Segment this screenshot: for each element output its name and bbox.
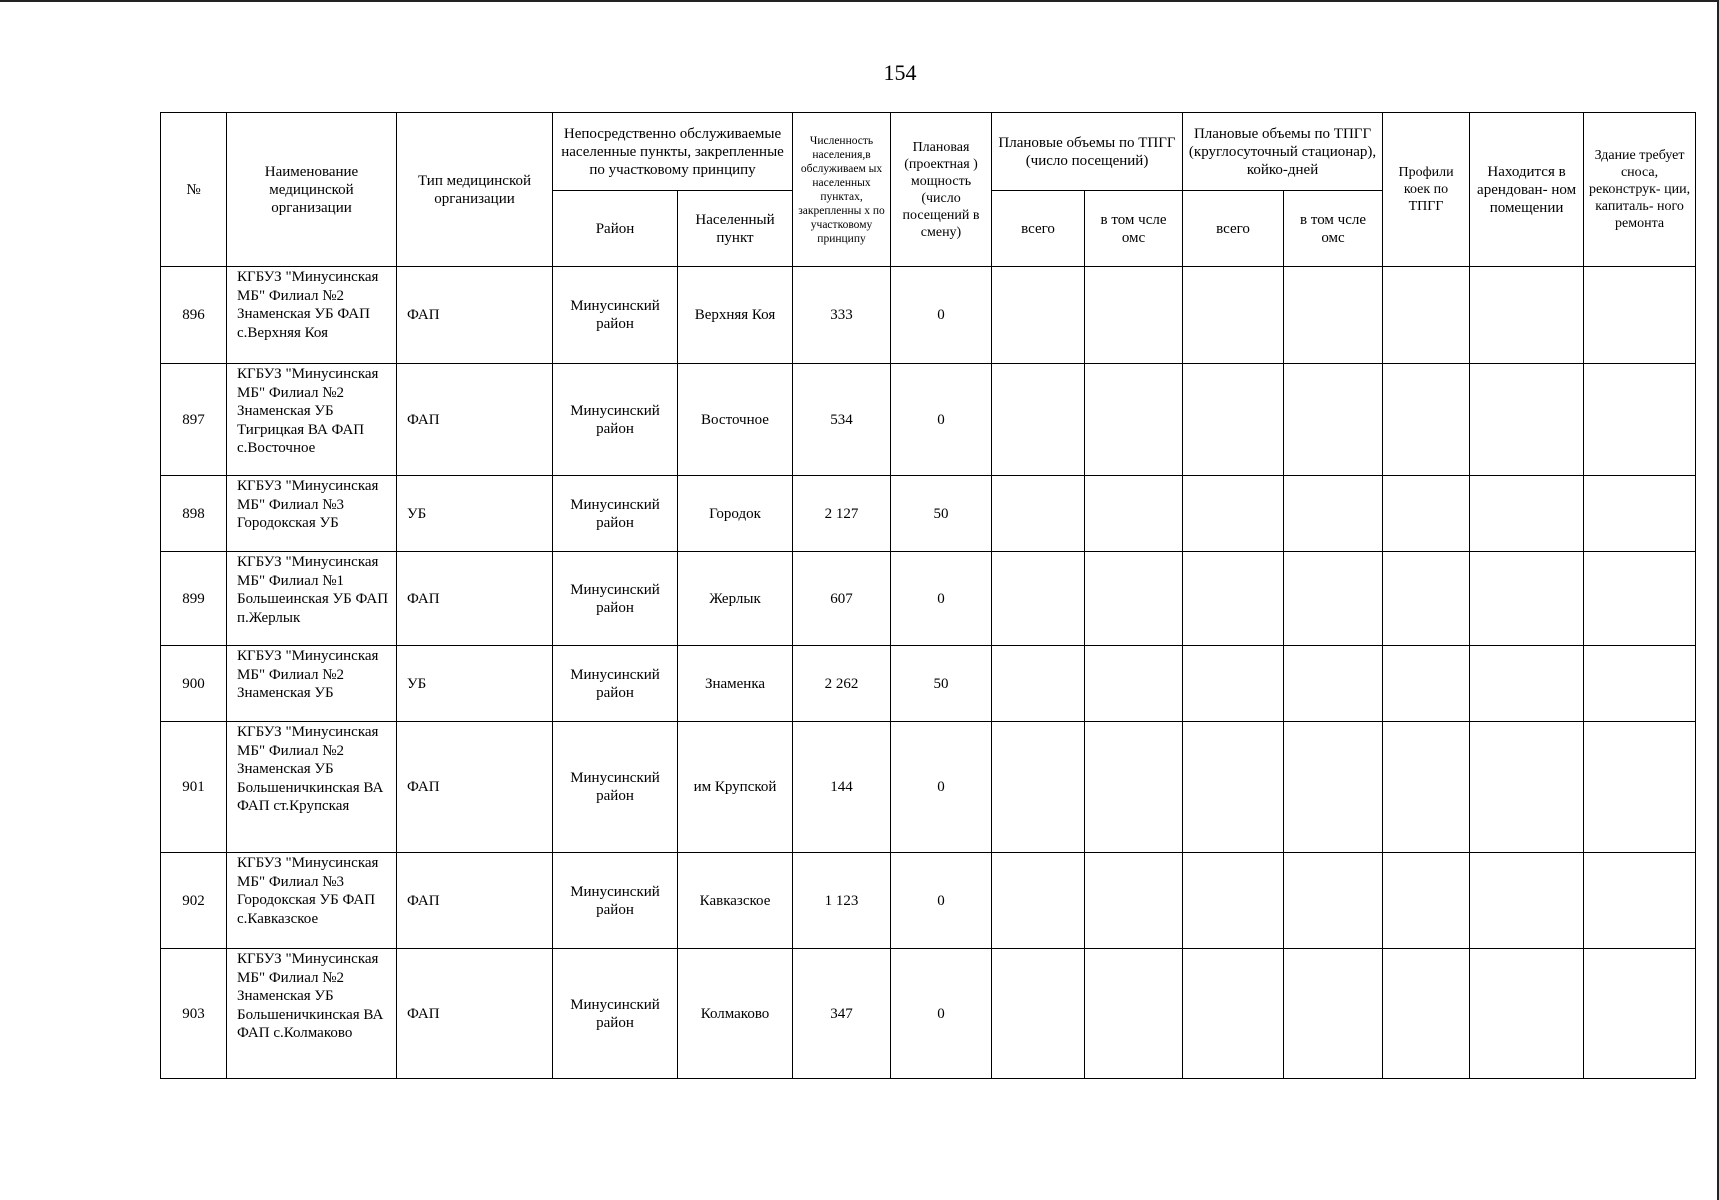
row-repair <box>1584 949 1696 1079</box>
row-locality: Кавказское <box>678 853 793 949</box>
row-capacity: 0 <box>891 552 992 646</box>
row-repair <box>1584 722 1696 853</box>
row-num: 897 <box>161 364 227 476</box>
scan-edge-top <box>0 0 1719 2</box>
row-visits-total <box>992 949 1085 1079</box>
table-row <box>161 853 1696 949</box>
row-org-type: УБ <box>397 476 553 552</box>
row-visits-oms <box>1085 364 1183 476</box>
row-hospital-oms <box>1284 646 1383 722</box>
row-repair <box>1584 552 1696 646</box>
row-locality: Знаменка <box>678 646 793 722</box>
row-capacity: 50 <box>891 476 992 552</box>
row-org-type: ФАП <box>397 949 553 1079</box>
row-repair <box>1584 267 1696 364</box>
page-number: 154 <box>883 60 917 85</box>
row-visits-total <box>992 853 1085 949</box>
header-district: Район <box>553 191 678 267</box>
row-district: Минусинский район <box>553 267 678 364</box>
row-hospital-total <box>1183 364 1284 476</box>
row-bed-profiles <box>1383 267 1470 364</box>
row-org-name: КГБУЗ "Минусинская МБ" Филиал №3 Городокская УБ ФАП с.Кавказское <box>227 853 397 949</box>
row-visits-total <box>992 646 1085 722</box>
row-hospital-oms <box>1284 364 1383 476</box>
row-hospital-total <box>1183 267 1284 364</box>
row-visits-total <box>992 476 1085 552</box>
row-bed-profiles <box>1383 853 1470 949</box>
row-visits-total <box>992 722 1085 853</box>
row-visits-oms <box>1085 949 1183 1079</box>
row-num: 902 <box>161 853 227 949</box>
header-hospital-oms: в том чсле омс <box>1284 191 1383 267</box>
header-repair: Здание требует сноса, реконструк- ции, капиталь- ного ремонта <box>1584 113 1696 267</box>
row-visits-oms <box>1085 267 1183 364</box>
row-visits-oms <box>1085 722 1183 853</box>
row-district: Минусинский район <box>553 476 678 552</box>
row-district: Минусинский район <box>553 949 678 1079</box>
table-row <box>161 267 1696 364</box>
row-hospital-oms <box>1284 722 1383 853</box>
header-capacity: Плановая (проектная ) мощность (число посещений в смену) <box>891 113 992 267</box>
header-tpgg-hospital: Плановые объемы по ТПГГ (круглосуточный стационар), койко-дней <box>1183 113 1383 191</box>
row-hospital-total <box>1183 476 1284 552</box>
row-locality: Верхняя Коя <box>678 267 793 364</box>
row-rented <box>1470 476 1584 552</box>
row-num: 901 <box>161 722 227 853</box>
row-visits-total <box>992 364 1085 476</box>
row-hospital-oms <box>1284 949 1383 1079</box>
row-org-type: ФАП <box>397 722 553 853</box>
row-num: 896 <box>161 267 227 364</box>
row-org-name: КГБУЗ "Минусинская МБ" Филиал №2 Знаменская УБ Большеничкинская ВА ФАП с.Колмаково <box>227 949 397 1079</box>
row-org-type: ФАП <box>397 364 553 476</box>
row-org-name: КГБУЗ "Минусинская МБ" Филиал №2 Знаменская УБ Большеничкинская ВА ФАП ст.Крупская <box>227 722 397 853</box>
row-population: 347 <box>793 949 891 1079</box>
row-org-name: КГБУЗ "Минусинская МБ" Филиал №1 Большеинская УБ ФАП п.Жерлык <box>227 552 397 646</box>
row-repair <box>1584 646 1696 722</box>
row-hospital-total <box>1183 646 1284 722</box>
row-bed-profiles <box>1383 722 1470 853</box>
row-bed-profiles <box>1383 646 1470 722</box>
row-district: Минусинский район <box>553 646 678 722</box>
row-hospital-oms <box>1284 853 1383 949</box>
row-district: Минусинский район <box>553 722 678 853</box>
table-row <box>161 949 1696 1079</box>
row-hospital-total <box>1183 853 1284 949</box>
row-locality: Городок <box>678 476 793 552</box>
row-capacity: 0 <box>891 267 992 364</box>
row-bed-profiles <box>1383 364 1470 476</box>
row-district: Минусинский район <box>553 364 678 476</box>
header-population: Численность населения,в обслуживаем ых населенных пунктах, закрепленны х по участковому принципу <box>793 113 891 267</box>
row-capacity: 0 <box>891 853 992 949</box>
header-visits-total: всего <box>992 191 1085 267</box>
row-population: 607 <box>793 552 891 646</box>
row-org-type: ФАП <box>397 267 553 364</box>
table-row <box>161 364 1696 476</box>
table-row <box>161 552 1696 646</box>
facilities-table <box>160 112 1696 1079</box>
row-visits-total <box>992 552 1085 646</box>
header-visits-oms: в том чсле омс <box>1085 191 1183 267</box>
table-row <box>161 646 1696 722</box>
row-hospital-oms <box>1284 476 1383 552</box>
row-visits-oms <box>1085 646 1183 722</box>
row-bed-profiles <box>1383 949 1470 1079</box>
header-locality: Населенный пункт <box>678 191 793 267</box>
row-org-name: КГБУЗ "Минусинская МБ" Филиал №2 Знаменская УБ <box>227 646 397 722</box>
row-population: 1 123 <box>793 853 891 949</box>
row-capacity: 0 <box>891 949 992 1079</box>
row-org-type: ФАП <box>397 552 553 646</box>
row-capacity: 50 <box>891 646 992 722</box>
row-org-name: КГБУЗ "Минусинская МБ" Филиал №2 Знаменская УБ ФАП с.Верхняя Коя <box>227 267 397 364</box>
row-repair <box>1584 476 1696 552</box>
header-num: № <box>161 113 227 267</box>
row-num: 903 <box>161 949 227 1079</box>
row-hospital-oms <box>1284 552 1383 646</box>
row-locality: Жерлык <box>678 552 793 646</box>
header-name: Наименование медицинской организации <box>227 113 397 267</box>
row-rented <box>1470 364 1584 476</box>
row-rented <box>1470 949 1584 1079</box>
row-org-type: ФАП <box>397 853 553 949</box>
header-served: Непосредственно обслуживаемые населенные пункты, закрепленные по участковому принципу <box>553 113 793 191</box>
row-visits-oms <box>1085 476 1183 552</box>
header-type: Тип медицинской организации <box>397 113 553 267</box>
row-num: 898 <box>161 476 227 552</box>
row-population: 144 <box>793 722 891 853</box>
row-org-name: КГБУЗ "Минусинская МБ" Филиал №3 Городокская УБ <box>227 476 397 552</box>
table-row <box>161 476 1696 552</box>
row-capacity: 0 <box>891 364 992 476</box>
row-org-type: УБ <box>397 646 553 722</box>
row-district: Минусинский район <box>553 552 678 646</box>
header-bed-profiles: Профили коек по ТПГГ <box>1383 113 1470 267</box>
row-visits-oms <box>1085 853 1183 949</box>
row-district: Минусинский район <box>553 853 678 949</box>
table-row <box>161 722 1696 853</box>
row-hospital-oms <box>1284 267 1383 364</box>
row-repair <box>1584 853 1696 949</box>
row-rented <box>1470 267 1584 364</box>
row-hospital-total <box>1183 722 1284 853</box>
row-rented <box>1470 722 1584 853</box>
row-num: 900 <box>161 646 227 722</box>
row-locality: Восточное <box>678 364 793 476</box>
row-visits-total <box>992 267 1085 364</box>
row-capacity: 0 <box>891 722 992 853</box>
header-rented: Находится в арендован- ном помещении <box>1470 113 1584 267</box>
row-rented <box>1470 853 1584 949</box>
row-rented <box>1470 646 1584 722</box>
row-hospital-total <box>1183 949 1284 1079</box>
row-hospital-total <box>1183 552 1284 646</box>
row-bed-profiles <box>1383 476 1470 552</box>
row-population: 534 <box>793 364 891 476</box>
row-visits-oms <box>1085 552 1183 646</box>
row-repair <box>1584 364 1696 476</box>
row-num: 899 <box>161 552 227 646</box>
row-org-name: КГБУЗ "Минусинская МБ" Филиал №2 Знаменская УБ Тигрицкая ВА ФАП с.Восточное <box>227 364 397 476</box>
row-population: 333 <box>793 267 891 364</box>
row-population: 2 127 <box>793 476 891 552</box>
header-tpgg-visits: Плановые объемы по ТПГГ (число посещений) <box>992 113 1183 191</box>
row-locality: им Крупской <box>678 722 793 853</box>
row-population: 2 262 <box>793 646 891 722</box>
row-locality: Колмаково <box>678 949 793 1079</box>
row-rented <box>1470 552 1584 646</box>
row-bed-profiles <box>1383 552 1470 646</box>
header-hospital-total: всего <box>1183 191 1284 267</box>
